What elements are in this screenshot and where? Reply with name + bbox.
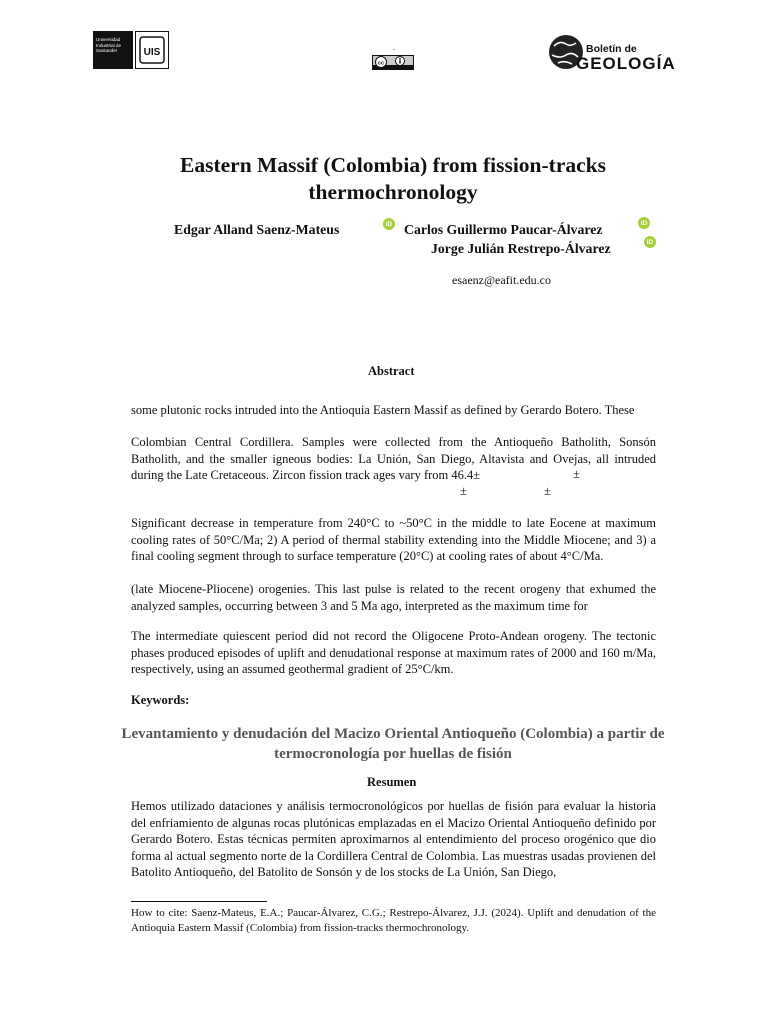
resumen-paragraph: Hemos utilizado dataciones y análisis termocronológicos por huellas de fisión para evaluar la historia del enfriamiento de algunas rocas plutónicas emplazadas en el Macizo Oriental Antioqueño definido por Gerardo Botero. Estas técnicas permiten aproximarnos al entendimiento del proceso orogénico que dio forma al actual segmento norte de la Cordillera Central de Colombia. Las muestras usadas provienen del Batolito Antioqueño, del Batolito de Sonsón y de los stocks de La Unión, San Diego, <box>131 799 656 880</box>
orcid-icon[interactable]: iD <box>638 217 650 229</box>
abstract-paragraph-5: The intermediate quiescent period did not record the Oligocene Proto-Andean orogeny. The tectonic phases produced episodes of uplift and denudational response at maximum rates of 2000 and 160 m/Ma, respectively, using an assumed geothermal gradient of 25°C/km. <box>131 629 656 677</box>
author-3: Jorge Julián Restrepo-Álvarez <box>431 241 611 256</box>
corresponding-email[interactable]: esaenz@eafit.edu.co <box>452 273 551 287</box>
author-2: Carlos Guillermo Paucar-Álvarez <box>404 222 603 237</box>
journal-top-text: Boletín de <box>586 43 637 55</box>
by-icon <box>399 58 401 60</box>
footnote-rule <box>131 901 267 902</box>
uis-mark-text: UIS <box>143 47 161 58</box>
uis-logo-text: Universidad Industrial de Santander <box>93 31 133 69</box>
orcid-icon[interactable]: iD <box>644 236 656 248</box>
header-dot: . <box>393 43 395 52</box>
plus-minus: ± <box>544 484 551 498</box>
how-to-cite: How to cite: Saenz-Mateus, E.A.; Paucar-Álvarez, C.G.; Restrepo-Álvarez, J.J. (2024). Uplift and denudation of the Antioquia Eastern Massif (Colombia) from fission-tracks thermochronology. <box>131 907 656 934</box>
spanish-title: Levantamiento y denudación del Macizo Oriental Antioqueño (Colombia) a partir de termocronología por huellas de fisión <box>121 726 665 762</box>
keywords-label: Keywords: <box>131 693 190 707</box>
cc-icon: cc <box>377 60 385 67</box>
abstract-paragraph-4: (late Miocene-Pliocene) orogenies. This last pulse is related to the recent orogeny that exhumed the analyzed samples, occurring between 3 and 5 Ma ago, interpreted as the maximum time for <box>131 582 656 613</box>
abstract-paragraph-3: Significant decrease in temperature from 240°C to ~50°C in the middle to late Eocene at maximum cooling rates of 50°C/Ma; 2) A period of thermal stability extending into the Middle Miocene; and 3) a final cooling segment through to surface temperature (20°C) at cooling rates of about 4°C/Ma. <box>131 516 656 564</box>
abstract-paragraph-2: Colombian Central Cordillera. Samples were collected from the Antioqueño Batholith, Sonsón Batholith, and the smaller igneous bodies: La Unión, San Diego, Altavista and Ovejas, all intruded during the Late Cretaceous. Zircon fission track ages vary from 46.4± <box>131 435 656 483</box>
uis-emblem <box>135 31 169 69</box>
boletin-geologia-logo <box>546 30 696 74</box>
creative-commons-badge[interactable] <box>372 55 414 70</box>
uis-logo <box>93 31 169 69</box>
plus-minus: ± <box>460 484 467 498</box>
resumen-heading: Resumen <box>367 775 417 789</box>
plus-minus: ± <box>573 467 580 481</box>
abstract-heading: Abstract <box>368 364 415 378</box>
author-1: Edgar Alland Saenz-Mateus <box>174 222 340 237</box>
paper-title: Eastern Massif (Colombia) from fission-tracks thermochronology <box>180 153 606 204</box>
orcid-icon[interactable]: iD <box>383 218 395 230</box>
abstract-line-1: some plutonic rocks intruded into the Antioquia Eastern Massif as defined by Gerardo Botero. These <box>131 403 635 417</box>
journal-main-text: GEOLOGÍA <box>576 54 676 73</box>
